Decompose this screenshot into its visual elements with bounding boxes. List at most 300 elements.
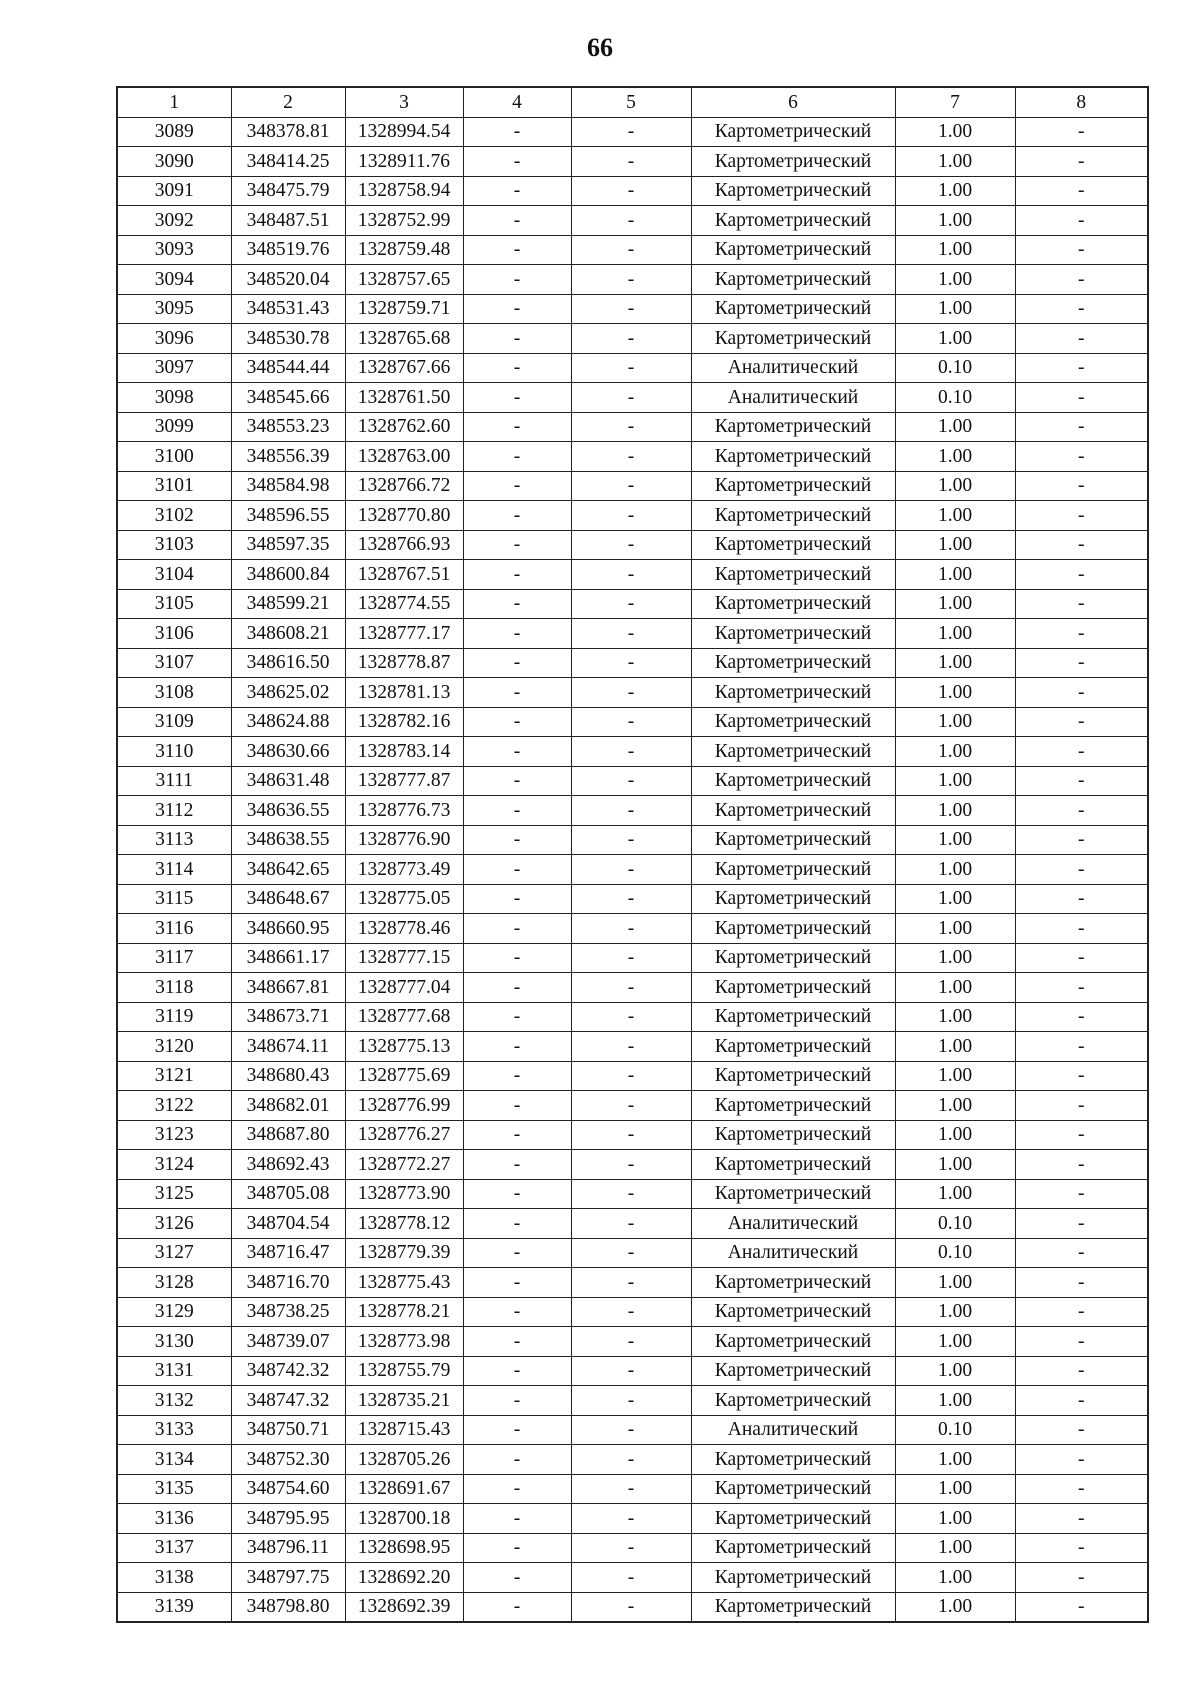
column-5-cell: - [571,560,691,590]
column-5-cell: - [571,265,691,295]
y-coordinate-cell: 1328776.27 [345,1120,463,1150]
y-coordinate-cell: 1328759.71 [345,294,463,324]
point-number-cell: 3137 [117,1533,231,1563]
column-4-cell: - [463,825,571,855]
column-5-cell: - [571,501,691,531]
table-row [117,707,1148,737]
y-coordinate-cell: 1328777.87 [345,766,463,796]
table-row [117,619,1148,649]
column-8-cell: - [1015,648,1148,678]
column-8-cell: - [1015,206,1148,236]
column-8-cell: - [1015,589,1148,619]
y-coordinate-cell: 1328778.12 [345,1209,463,1239]
column-8-cell: - [1015,1563,1148,1593]
y-coordinate-cell: 1328692.20 [345,1563,463,1593]
accuracy-cell: 1.00 [895,1592,1015,1622]
accuracy-cell: 1.00 [895,1356,1015,1386]
point-number-cell: 3090 [117,147,231,177]
y-coordinate-cell: 1328755.79 [345,1356,463,1386]
column-8-cell: - [1015,1268,1148,1298]
column-4-cell: - [463,973,571,1003]
column-5-cell: - [571,619,691,649]
column-8-cell: - [1015,324,1148,354]
column-5-cell: - [571,707,691,737]
x-coordinate-cell: 348519.76 [231,235,345,265]
accuracy-cell: 1.00 [895,235,1015,265]
method-cell: Аналитический [691,383,895,413]
point-number-cell: 3119 [117,1002,231,1032]
method-cell: Картометрический [691,1120,895,1150]
accuracy-cell: 1.00 [895,442,1015,472]
column-5-cell: - [571,1474,691,1504]
point-number-cell: 3124 [117,1150,231,1180]
accuracy-cell: 0.10 [895,383,1015,413]
column-4-cell: - [463,1356,571,1386]
table-row [117,1504,1148,1534]
column-4-cell: - [463,383,571,413]
accuracy-cell: 1.00 [895,707,1015,737]
column-8-cell: - [1015,1091,1148,1121]
column-4-cell: - [463,737,571,767]
y-coordinate-cell: 1328775.05 [345,884,463,914]
accuracy-cell: 1.00 [895,1268,1015,1298]
column-5-cell: - [571,1592,691,1622]
column-5-cell: - [571,147,691,177]
accuracy-cell: 1.00 [895,1150,1015,1180]
column-4-cell: - [463,176,571,206]
y-coordinate-cell: 1328767.51 [345,560,463,590]
column-5-cell: - [571,471,691,501]
column-4-cell: - [463,1238,571,1268]
y-coordinate-cell: 1328777.15 [345,943,463,973]
method-cell: Картометрический [691,117,895,147]
column-5-cell: - [571,1533,691,1563]
accuracy-cell: 1.00 [895,619,1015,649]
point-number-cell: 3133 [117,1415,231,1445]
column-4-cell: - [463,1002,571,1032]
column-8-cell: - [1015,707,1148,737]
table-row [117,383,1148,413]
column-8-cell: - [1015,353,1148,383]
point-number-cell: 3125 [117,1179,231,1209]
point-number-cell: 3106 [117,619,231,649]
y-coordinate-cell: 1328779.39 [345,1238,463,1268]
point-number-cell: 3114 [117,855,231,885]
table-row [117,560,1148,590]
accuracy-cell: 1.00 [895,501,1015,531]
column-4-cell: - [463,147,571,177]
method-cell: Картометрический [691,1445,895,1475]
method-cell: Картометрический [691,412,895,442]
x-coordinate-cell: 348625.02 [231,678,345,708]
x-coordinate-cell: 348739.07 [231,1327,345,1357]
x-coordinate-cell: 348660.95 [231,914,345,944]
method-cell: Картометрический [691,1356,895,1386]
point-number-cell: 3103 [117,530,231,560]
column-5-cell: - [571,1386,691,1416]
column-8-cell: - [1015,1504,1148,1534]
column-8-cell: - [1015,1356,1148,1386]
column-4-cell: - [463,589,571,619]
column-8-cell: - [1015,619,1148,649]
column-5-cell: - [571,825,691,855]
point-number-cell: 3136 [117,1504,231,1534]
column-4-cell: - [463,560,571,590]
table-row [117,176,1148,206]
column-8-cell: - [1015,265,1148,295]
column-8-cell: - [1015,442,1148,472]
column-8-cell: - [1015,796,1148,826]
x-coordinate-cell: 348630.66 [231,737,345,767]
method-cell: Картометрический [691,1297,895,1327]
column-8-cell: - [1015,914,1148,944]
method-cell: Картометрический [691,825,895,855]
table-row [117,147,1148,177]
table-row [117,1209,1148,1239]
y-coordinate-cell: 1328763.00 [345,442,463,472]
accuracy-cell: 1.00 [895,766,1015,796]
column-8-cell: - [1015,1415,1148,1445]
column-8-cell: - [1015,884,1148,914]
y-coordinate-cell: 1328782.16 [345,707,463,737]
point-number-cell: 3131 [117,1356,231,1386]
point-number-cell: 3126 [117,1209,231,1239]
table-row [117,1268,1148,1298]
x-coordinate-cell: 348705.08 [231,1179,345,1209]
method-cell: Картометрический [691,324,895,354]
column-header: 1 [117,87,231,117]
accuracy-cell: 1.00 [895,206,1015,236]
column-4-cell: - [463,1474,571,1504]
table-row [117,353,1148,383]
column-5-cell: - [571,914,691,944]
y-coordinate-cell: 1328773.49 [345,855,463,885]
y-coordinate-cell: 1328781.13 [345,678,463,708]
table-row [117,855,1148,885]
point-number-cell: 3109 [117,707,231,737]
accuracy-cell: 1.00 [895,1563,1015,1593]
method-cell: Картометрический [691,648,895,678]
point-number-cell: 3130 [117,1327,231,1357]
table-row [117,1415,1148,1445]
x-coordinate-cell: 348544.44 [231,353,345,383]
method-cell: Картометрический [691,1091,895,1121]
method-cell: Картометрический [691,265,895,295]
column-4-cell: - [463,117,571,147]
x-coordinate-cell: 348475.79 [231,176,345,206]
table-row [117,1533,1148,1563]
y-coordinate-cell: 1328759.48 [345,235,463,265]
method-cell: Аналитический [691,1209,895,1239]
method-cell: Картометрический [691,766,895,796]
column-5-cell: - [571,796,691,826]
x-coordinate-cell: 348680.43 [231,1061,345,1091]
accuracy-cell: 1.00 [895,324,1015,354]
column-8-cell: - [1015,1179,1148,1209]
accuracy-cell: 1.00 [895,294,1015,324]
y-coordinate-cell: 1328778.46 [345,914,463,944]
y-coordinate-cell: 1328777.04 [345,973,463,1003]
column-5-cell: - [571,442,691,472]
y-coordinate-cell: 1328705.26 [345,1445,463,1475]
table-row [117,265,1148,295]
x-coordinate-cell: 348545.66 [231,383,345,413]
accuracy-cell: 1.00 [895,176,1015,206]
x-coordinate-cell: 348556.39 [231,442,345,472]
point-number-cell: 3091 [117,176,231,206]
column-5-cell: - [571,1415,691,1445]
point-number-cell: 3099 [117,412,231,442]
column-5-cell: - [571,648,691,678]
column-5-cell: - [571,1120,691,1150]
column-4-cell: - [463,1386,571,1416]
point-number-cell: 3092 [117,206,231,236]
column-4-cell: - [463,530,571,560]
method-cell: Картометрический [691,619,895,649]
method-cell: Картометрический [691,235,895,265]
column-8-cell: - [1015,1445,1148,1475]
method-cell: Картометрический [691,973,895,1003]
accuracy-cell: 1.00 [895,914,1015,944]
x-coordinate-cell: 348597.35 [231,530,345,560]
point-number-cell: 3108 [117,678,231,708]
column-4-cell: - [463,1150,571,1180]
column-4-cell: - [463,265,571,295]
point-number-cell: 3139 [117,1592,231,1622]
column-4-cell: - [463,1209,571,1239]
accuracy-cell: 1.00 [895,796,1015,826]
method-cell: Картометрический [691,1563,895,1593]
column-4-cell: - [463,442,571,472]
column-5-cell: - [571,324,691,354]
accuracy-cell: 1.00 [895,884,1015,914]
column-5-cell: - [571,294,691,324]
accuracy-cell: 0.10 [895,1415,1015,1445]
point-number-cell: 3135 [117,1474,231,1504]
y-coordinate-cell: 1328776.90 [345,825,463,855]
x-coordinate-cell: 348642.65 [231,855,345,885]
x-coordinate-cell: 348796.11 [231,1533,345,1563]
x-coordinate-cell: 348752.30 [231,1445,345,1475]
table-row [117,1091,1148,1121]
method-cell: Картометрический [691,176,895,206]
column-header: 3 [345,87,463,117]
accuracy-cell: 1.00 [895,1032,1015,1062]
column-4-cell: - [463,206,571,236]
column-5-cell: - [571,1238,691,1268]
column-8-cell: - [1015,176,1148,206]
column-4-cell: - [463,914,571,944]
point-number-cell: 3104 [117,560,231,590]
x-coordinate-cell: 348636.55 [231,796,345,826]
method-cell: Картометрический [691,943,895,973]
column-5-cell: - [571,117,691,147]
method-cell: Аналитический [691,353,895,383]
x-coordinate-cell: 348553.23 [231,412,345,442]
table-row [117,235,1148,265]
column-8-cell: - [1015,1150,1148,1180]
column-4-cell: - [463,707,571,737]
table-row [117,1179,1148,1209]
point-number-cell: 3096 [117,324,231,354]
accuracy-cell: 1.00 [895,147,1015,177]
table-row [117,1592,1148,1622]
column-8-cell: - [1015,294,1148,324]
y-coordinate-cell: 1328758.94 [345,176,463,206]
method-cell: Картометрический [691,1061,895,1091]
point-number-cell: 3095 [117,294,231,324]
table-row [117,589,1148,619]
table-row [117,1238,1148,1268]
column-4-cell: - [463,1268,571,1298]
y-coordinate-cell: 1328776.99 [345,1091,463,1121]
column-8-cell: - [1015,1002,1148,1032]
x-coordinate-cell: 348704.54 [231,1209,345,1239]
column-8-cell: - [1015,1120,1148,1150]
accuracy-cell: 1.00 [895,1297,1015,1327]
method-cell: Картометрический [691,1179,895,1209]
column-5-cell: - [571,1356,691,1386]
column-8-cell: - [1015,530,1148,560]
column-header: 2 [231,87,345,117]
y-coordinate-cell: 1328911.76 [345,147,463,177]
accuracy-cell: 1.00 [895,943,1015,973]
table-row [117,1150,1148,1180]
x-coordinate-cell: 348667.81 [231,973,345,1003]
method-cell: Картометрический [691,1386,895,1416]
column-5-cell: - [571,383,691,413]
accuracy-cell: 1.00 [895,1179,1015,1209]
accuracy-cell: 1.00 [895,1120,1015,1150]
table-row [117,648,1148,678]
accuracy-cell: 0.10 [895,353,1015,383]
method-cell: Картометрический [691,294,895,324]
column-4-cell: - [463,1415,571,1445]
method-cell: Картометрический [691,147,895,177]
method-cell: Аналитический [691,1415,895,1445]
column-5-cell: - [571,1150,691,1180]
x-coordinate-cell: 348797.75 [231,1563,345,1593]
x-coordinate-cell: 348414.25 [231,147,345,177]
x-coordinate-cell: 348692.43 [231,1150,345,1180]
column-5-cell: - [571,1179,691,1209]
x-coordinate-cell: 348716.47 [231,1238,345,1268]
y-coordinate-cell: 1328772.27 [345,1150,463,1180]
x-coordinate-cell: 348742.32 [231,1356,345,1386]
column-8-cell: - [1015,1592,1148,1622]
method-cell: Картометрический [691,1533,895,1563]
column-4-cell: - [463,855,571,885]
column-5-cell: - [571,1504,691,1534]
column-5-cell: - [571,1209,691,1239]
point-number-cell: 3101 [117,471,231,501]
point-number-cell: 3102 [117,501,231,531]
accuracy-cell: 1.00 [895,1386,1015,1416]
column-8-cell: - [1015,1386,1148,1416]
y-coordinate-cell: 1328761.50 [345,383,463,413]
x-coordinate-cell: 348795.95 [231,1504,345,1534]
x-coordinate-cell: 348750.71 [231,1415,345,1445]
method-cell: Картометрический [691,1474,895,1504]
y-coordinate-cell: 1328778.21 [345,1297,463,1327]
accuracy-cell: 1.00 [895,973,1015,1003]
y-coordinate-cell: 1328774.55 [345,589,463,619]
y-coordinate-cell: 1328777.68 [345,1002,463,1032]
point-number-cell: 3120 [117,1032,231,1062]
column-header: 7 [895,87,1015,117]
y-coordinate-cell: 1328770.80 [345,501,463,531]
x-coordinate-cell: 348487.51 [231,206,345,236]
table-row [117,1445,1148,1475]
point-number-cell: 3113 [117,825,231,855]
point-number-cell: 3110 [117,737,231,767]
point-number-cell: 3132 [117,1386,231,1416]
column-5-cell: - [571,412,691,442]
column-4-cell: - [463,501,571,531]
x-coordinate-cell: 348520.04 [231,265,345,295]
column-4-cell: - [463,235,571,265]
point-number-cell: 3122 [117,1091,231,1121]
table-row [117,1032,1148,1062]
y-coordinate-cell: 1328777.17 [345,619,463,649]
method-cell: Картометрический [691,1592,895,1622]
accuracy-cell: 0.10 [895,1209,1015,1239]
y-coordinate-cell: 1328765.68 [345,324,463,354]
method-cell: Картометрический [691,589,895,619]
x-coordinate-cell: 348600.84 [231,560,345,590]
column-8-cell: - [1015,235,1148,265]
y-coordinate-cell: 1328700.18 [345,1504,463,1534]
accuracy-cell: 1.00 [895,1091,1015,1121]
accuracy-cell: 1.00 [895,855,1015,885]
accuracy-cell: 1.00 [895,471,1015,501]
column-4-cell: - [463,1533,571,1563]
column-8-cell: - [1015,855,1148,885]
method-cell: Картометрический [691,884,895,914]
column-8-cell: - [1015,1032,1148,1062]
accuracy-cell: 1.00 [895,1061,1015,1091]
accuracy-cell: 1.00 [895,265,1015,295]
point-number-cell: 3117 [117,943,231,973]
column-4-cell: - [463,471,571,501]
x-coordinate-cell: 348682.01 [231,1091,345,1121]
accuracy-cell: 1.00 [895,1504,1015,1534]
point-number-cell: 3100 [117,442,231,472]
x-coordinate-cell: 348648.67 [231,884,345,914]
column-8-cell: - [1015,471,1148,501]
column-5-cell: - [571,176,691,206]
table-row [117,1061,1148,1091]
table-row [117,206,1148,236]
y-coordinate-cell: 1328698.95 [345,1533,463,1563]
method-cell: Аналитический [691,1238,895,1268]
column-4-cell: - [463,1120,571,1150]
y-coordinate-cell: 1328735.21 [345,1386,463,1416]
y-coordinate-cell: 1328773.90 [345,1179,463,1209]
column-4-cell: - [463,1297,571,1327]
y-coordinate-cell: 1328752.99 [345,206,463,236]
column-4-cell: - [463,678,571,708]
x-coordinate-cell: 348738.25 [231,1297,345,1327]
column-4-cell: - [463,884,571,914]
column-8-cell: - [1015,973,1148,1003]
column-5-cell: - [571,1445,691,1475]
column-4-cell: - [463,1445,571,1475]
accuracy-cell: 1.00 [895,412,1015,442]
x-coordinate-cell: 348798.80 [231,1592,345,1622]
column-header: 5 [571,87,691,117]
table-row [117,501,1148,531]
